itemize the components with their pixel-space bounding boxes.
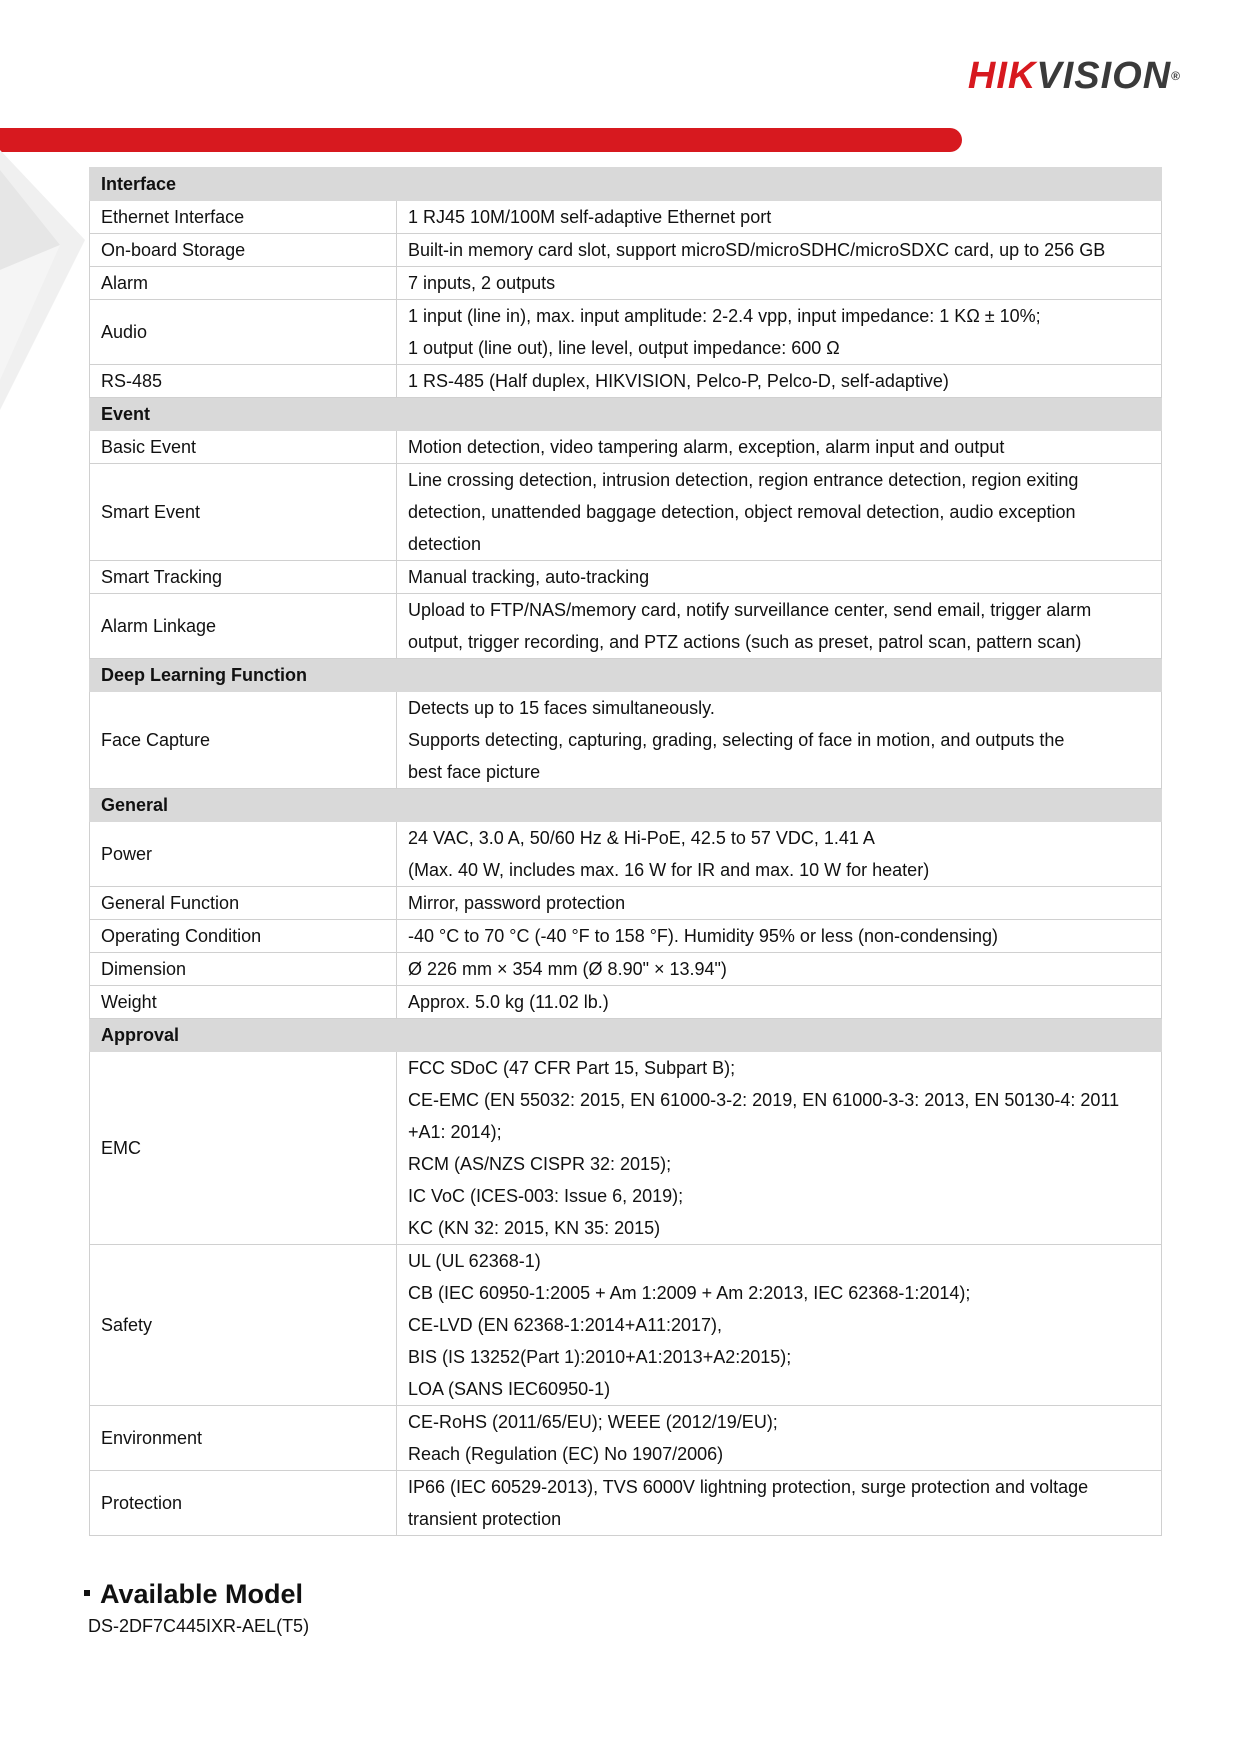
spec-label: Basic Event [90,431,397,464]
spec-value-line: CE-EMC (EN 55032: 2015, EN 61000-3-2: 2019, EN 61000-3-3: 2013, EN 50130-4: 2011 [408,1090,1120,1110]
spec-row [90,431,1162,464]
logo-part1: HIK [967,55,1037,97]
spec-label: Alarm Linkage [90,594,397,659]
spec-row [90,1245,1162,1406]
spec-value-line: LOA (SANS IEC60950-1) [408,1379,611,1399]
spec-label: Environment [90,1406,397,1471]
spec-row [90,234,1162,267]
spec-label: EMC [90,1052,397,1245]
spec-row [90,920,1162,953]
spec-value-line: 1 input (line in), max. input amplitude: 2-2.4 vpp, input impedance: 1 KΩ ± 10%; [408,306,1041,326]
spec-value-line: 7 inputs, 2 outputs [408,273,556,293]
spec-table [89,167,1162,1536]
spec-value-line: transient protection [408,1509,562,1529]
spec-value [397,201,1162,234]
spec-value [397,464,1162,561]
spec-value-line: (Max. 40 W, includes max. 16 W for IR and max. 10 W for heater) [408,860,930,880]
section-header-row [90,1019,1162,1052]
spec-label: Protection [90,1471,397,1536]
spec-row [90,692,1162,789]
spec-value [397,234,1162,267]
spec-value [397,300,1162,365]
spec-value-line: BIS (IS 13252(Part 1):2010+A1:2013+A2:2015); [408,1347,792,1367]
spec-value [397,1471,1162,1536]
spec-value-line: Upload to FTP/NAS/memory card, notify surveillance center, send email, trigger alarm [408,600,1092,620]
spec-row [90,365,1162,398]
spec-row [90,887,1162,920]
spec-value-line: Ø 226 mm × 354 mm (Ø 8.90" × 13.94") [408,959,727,979]
spec-value-line: KC (KN 32: 2015, KN 35: 2015) [408,1218,661,1238]
spec-value [397,1052,1162,1245]
logo-part2: VISION [1036,55,1172,97]
spec-label: Operating Condition [90,920,397,953]
spec-value [397,1245,1162,1406]
spec-value [397,986,1162,1019]
spec-label: RS-485 [90,365,397,398]
spec-value-line: detection, unattended baggage detection, object removal detection, audio exception [408,502,1076,522]
spec-row [90,986,1162,1019]
spec-value-line: UL (UL 62368-1) [408,1251,541,1271]
spec-value-line: Supports detecting, capturing, grading, selecting of face in motion, and outputs the [408,730,1065,750]
section-header-row [90,168,1162,201]
spec-value [397,692,1162,789]
spec-value [397,953,1162,986]
available-model-heading [84,1576,303,1612]
section-header-row [90,789,1162,822]
spec-value-line: 1 output (line out), line level, output impedance: 600 Ω [408,338,840,358]
logo-reg-mark: ® [1171,69,1181,83]
spec-value-line: CB (IEC 60950-1:2005 + Am 1:2009 + Am 2:2013, IEC 62368-1:2014); [408,1283,971,1303]
section-title: Interface [90,168,1162,201]
spec-label: Ethernet Interface [90,201,397,234]
spec-label: Smart Event [90,464,397,561]
section-title: Event [90,398,1162,431]
spec-table-body [90,168,1162,1536]
spec-value-line: +A1: 2014); [408,1122,502,1142]
header-red-bar [0,128,962,152]
spec-label: Alarm [90,267,397,300]
spec-value-line: Built-in memory card slot, support microSD/microSDHC/microSDXC card, up to 256 GB [408,240,1106,260]
spec-row [90,267,1162,300]
section-title: Approval [90,1019,1162,1052]
spec-row [90,201,1162,234]
spec-label: Face Capture [90,692,397,789]
spec-value-line: Approx. 5.0 kg (11.02 lb.) [408,992,609,1012]
spec-value-line: Manual tracking, auto-tracking [408,567,650,587]
spec-value [397,594,1162,659]
spec-value-line: IP66 (IEC 60529-2013), TVS 6000V lightning protection, surge protection and voltage [408,1477,1089,1497]
spec-value-line: CE-LVD (EN 62368-1:2014+A11:2017), [408,1315,723,1335]
spec-value [397,887,1162,920]
spec-label: Power [90,822,397,887]
spec-value-line: Motion detection, video tampering alarm, exception, alarm input and output [408,437,1005,457]
available-model-title: Available Model [100,1579,304,1609]
section-title: Deep Learning Function [90,659,1162,692]
spec-row [90,1052,1162,1245]
spec-value-line: Line crossing detection, intrusion detection, region entrance detection, region exiting [408,470,1079,490]
spec-value [397,267,1162,300]
spec-value-line: Reach (Regulation (EC) No 1907/2006) [408,1444,724,1464]
spec-value-line: Detects up to 15 faces simultaneously. [408,698,715,718]
section-title: General [90,789,1162,822]
spec-value-line: RCM (AS/NZS CISPR 32: 2015); [408,1154,672,1174]
spec-row [90,822,1162,887]
spec-value [397,431,1162,464]
spec-row [90,1471,1162,1536]
model-number: DS-2DF7C445IXR-AEL(T5) [88,1616,310,1636]
spec-value-line: best face picture [408,762,541,782]
spec-value [397,561,1162,594]
spec-value [397,365,1162,398]
spec-value-line: 24 VAC, 3.0 A, 50/60 Hz & Hi-PoE, 42.5 to 57 VDC, 1.41 A [408,828,875,848]
spec-label: Audio [90,300,397,365]
spec-label: General Function [90,887,397,920]
spec-value-line: CE-RoHS (2011/65/EU); WEEE (2012/19/EU); [408,1412,778,1432]
spec-value [397,920,1162,953]
spec-label: Weight [90,986,397,1019]
spec-value [397,1406,1162,1471]
spec-row [90,594,1162,659]
spec-label: Smart Tracking [90,561,397,594]
spec-value-line: IC VoC (ICES-003: Issue 6, 2019); [408,1186,684,1206]
spec-label: On-board Storage [90,234,397,267]
spec-label: Safety [90,1245,397,1406]
spec-value-line: 1 RS-485 (Half duplex, HIKVISION, Pelco-P, Pelco-D, self-adaptive) [408,371,949,391]
spec-value-line: -40 °C to 70 °C (-40 °F to 158 °F). Humidity 95% or less (non-condensing) [408,926,999,946]
spec-value [397,822,1162,887]
spec-value-line: Mirror, password protection [408,893,626,913]
spec-row [90,561,1162,594]
section-header-row [90,398,1162,431]
spec-row [90,953,1162,986]
spec-row [90,1406,1162,1471]
spec-row [90,464,1162,561]
spec-value-line: output, trigger recording, and PTZ actions (such as preset, patrol scan, pattern scan) [408,632,1082,652]
spec-label: Dimension [90,953,397,986]
spec-value-line: FCC SDoC (47 CFR Part 15, Subpart B); [408,1058,736,1078]
bullet-icon [84,1590,90,1596]
section-header-row [90,659,1162,692]
spec-value-line: detection [408,534,482,554]
spec-row [90,300,1162,365]
watermark-triangle-graphic [0,150,90,410]
hikvision-logo [968,56,1181,96]
spec-value-line: 1 RJ45 10M/100M self-adaptive Ethernet port [408,207,772,227]
